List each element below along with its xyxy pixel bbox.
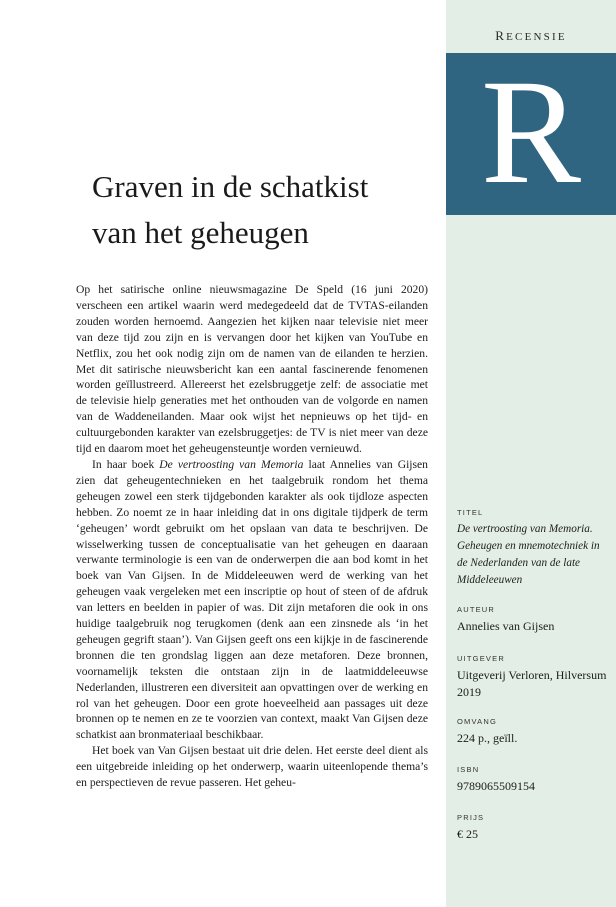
article-title <box>92 164 432 256</box>
meta-titel <box>457 508 609 589</box>
meta-titel-value: De vertroosting van Memoria. Geheugen en mnemotechniek in de Nederlanden van de late Middeleeuwen <box>457 523 600 586</box>
article-title-line-1: Graven in de schatkist <box>92 169 369 204</box>
meta-isbn-value: 9789065509154 <box>457 779 535 793</box>
meta-auteur <box>457 605 609 635</box>
meta-omvang-label: OMVANG <box>457 717 497 726</box>
meta-omvang <box>457 717 609 747</box>
meta-prijs-label: PRIJS <box>457 813 485 822</box>
meta-uitgever-value: Uitgeverij Verloren, Hilversum 2019 <box>457 668 607 699</box>
meta-titel-label: TITEL <box>457 508 484 517</box>
meta-isbn <box>457 765 609 795</box>
meta-uitgever <box>457 654 609 701</box>
article-title-line-2: van het geheugen <box>92 215 309 250</box>
body-paragraph-3: Het boek van Van Gijsen bestaat uit drie delen. Het eerste deel dient als een uitgebreide inleiding op het onderwerp, waarin uiteenlopende thema’s en perspectieven de revue passeren. Het geheu- <box>76 744 428 790</box>
meta-prijs-value: € 25 <box>457 827 478 841</box>
body-paragraph-2-before: In haar boek <box>92 457 160 471</box>
meta-isbn-label: ISBN <box>457 765 480 774</box>
meta-prijs <box>457 813 609 843</box>
book-title-italic: De vertroosting van Memoria <box>159 457 304 471</box>
body-paragraph-2-after: laat Annelies van Gijsen zien dat geheugentechnieken en het taalgebruik rondom het thema geheugen zowel een sterk tijdgebonden karakter als ook tijdloze aspecten hebben. Zo noemt ze in haar inleiding dat in ons digitale tijdperk de term ‘geheugen’ wordt gebruikt om het opslaan van data te beschrijven. De wisselwerking tussen de conceptualisatie van het geheugen en daaraan verwante terminologie is een van de onderwerpen die aan bod komt in het boek van Van Gijsen. In de Middeleeuwen werd de werking van het geheugen vaak vergeleken met een inscriptie op hout of steen of de afdruk van letters en beelden in papier of was. Dit zijn metaforen die ook in ons huidige taalgebruik nog terugkomen (denk aan een zinsnede als ‘in het geheugen gegrift staan’). Van Gijsen geeft ons een kijkje in de fascinerende bronnen die ten grondslag liggen aan deze metaforen. Deze bronnen, voornamelijk teksten die ontstaan zijn in de laatmiddeleeuwse Nederlanden, illustreren een diversiteit aan opvattingen over de werking en rol van het geheugen. Door een grote hoeveelheid aan passages uit deze bronnen op te nemen en ze te voorzien van context, maakt Van Gijsen deze schatkist aan bronmateriaal beschikbaar. <box>76 457 428 742</box>
meta-auteur-label: AUTEUR <box>457 605 496 614</box>
section-label-rest: ECENSIE <box>506 31 567 43</box>
section-label-cap: R <box>495 28 507 43</box>
section-label <box>446 28 616 44</box>
meta-auteur-value: Annelies van Gijsen <box>457 619 555 633</box>
meta-omvang-value: 224 p., geïll. <box>457 731 518 745</box>
dropcap-letter: R <box>480 49 582 215</box>
body-paragraph-2 <box>76 457 428 743</box>
meta-uitgever-label: UITGEVER <box>457 654 505 663</box>
article-body <box>76 282 428 791</box>
dropcap-block <box>446 49 616 215</box>
body-paragraph-1: Op het satirische online nieuwsmagazine De Speld (16 juni 2020) verscheen een artikel waarin werd medegedeeld dat de TVTAS-eilanden zouden worden hernoemd. Aangezien het kijken naar televisie niet meer van deze tijd zou zijn en is vervangen door het kijken van YouTube en Netflix, zou het ook nodig zijn om de namen van de eilanden te herzien. Met dit satirische nieuwsbericht kan een aantal fascinerende fenomenen worden geïllustreerd. Allereerst het ezelsbruggetje zelf: de associatie met de televisie hielp generaties met het onthouden van de volgorde en namen van de Waddeneilanden. Maar ook wijst het nepnieuws op het tijd- en cultuurgebonden karakter van ezelsbruggetjes: de TV is niet meer van deze tijd en daarom moet het geheugensteuntje worden vernieuwd. <box>76 283 428 456</box>
